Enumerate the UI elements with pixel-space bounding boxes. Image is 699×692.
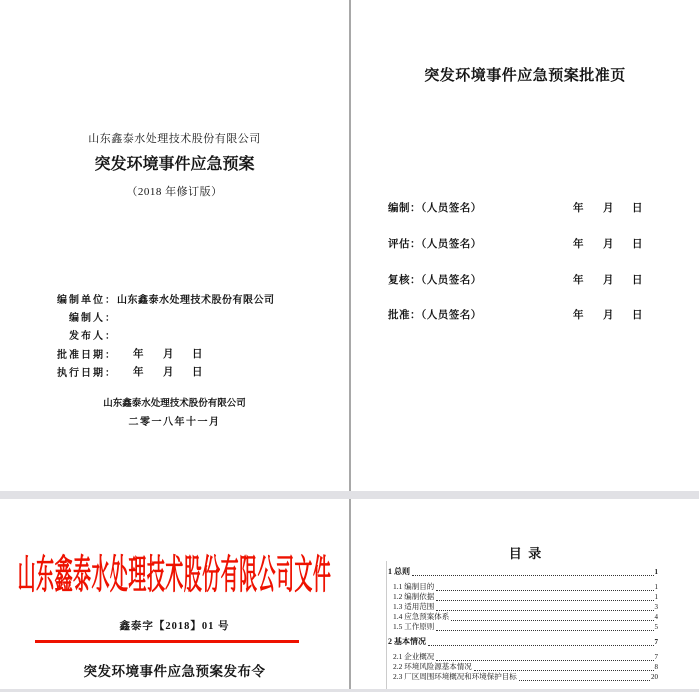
field-author (69, 309, 117, 324)
toc-entry-page: 5 (654, 623, 658, 631)
approval-row-review (351, 272, 699, 286)
page-approval (351, 0, 699, 491)
toc-dot-leader (436, 660, 653, 661)
toc-title: 目 录 (508, 546, 542, 561)
toc-entry-text: 1.1 编制目的 (393, 582, 435, 591)
day-label: 日 (632, 203, 643, 214)
year-label: 年 (573, 310, 584, 321)
approval-page-title: 突发环境事件应急预案批准页 (424, 67, 626, 84)
day-label: 日 (632, 310, 643, 321)
toc-entry-text: 1.3 适用范围 (393, 602, 435, 611)
toc-list (388, 565, 658, 682)
toc-dot-leader (436, 600, 653, 601)
toc-entry-page: 7 (654, 638, 658, 646)
approve-month-label: 月 (163, 349, 174, 360)
field-publisher-label: 发布人： (69, 331, 117, 342)
field-execute-date (57, 364, 117, 379)
toc-dot-leader (412, 575, 654, 576)
release-order-title: 突发环境事件应急预案发布令 (83, 664, 266, 679)
cover-company-name: 山东鑫泰水处理技术股份有限公司 (88, 133, 261, 145)
toc-dot-leader (451, 620, 653, 621)
page-toc (351, 499, 699, 689)
execute-day-label: 日 (192, 367, 203, 378)
day-label: 日 (632, 239, 643, 250)
toc-entry-page: 3 (654, 603, 658, 611)
redhead-divider-line (35, 640, 299, 643)
approve-year-label: 年 (133, 349, 144, 360)
year-label: 年 (573, 275, 584, 286)
year-label: 年 (573, 239, 584, 250)
approval-row-approve (351, 307, 699, 321)
toc-entry (388, 672, 658, 682)
toc-entry-text: 1.2 编制依据 (393, 592, 435, 601)
cover-title: 突发环境事件应急预案 (94, 156, 255, 173)
cover-footer-date: 二零一八年十一月 (128, 417, 221, 428)
field-execute-date-label: 执行日期： (57, 368, 117, 379)
toc-entry-page: 8 (654, 663, 658, 671)
toc-entry (388, 637, 658, 647)
toc-entry (388, 567, 658, 577)
redhead-company-title: 山东鑫泰水处理技术股份有限公司文件 (17, 552, 332, 597)
field-publisher (69, 327, 117, 342)
document-number: 鑫泰字【2018】01 号 (119, 621, 230, 632)
approval-row-compile-label: 编制：（人员签名） (388, 203, 482, 214)
toc-entry (388, 622, 658, 632)
toc-entry-page: 1 (654, 583, 658, 591)
toc-dot-leader (474, 670, 654, 671)
approval-row-review-label: 复核：（人员签名） (388, 275, 482, 286)
toc-dot-leader (428, 645, 654, 646)
toc-entry (388, 652, 658, 662)
field-approve-date-label: 批准日期： (57, 350, 117, 361)
approval-row-approve-label: 批准：（人员签名） (388, 310, 482, 321)
page-gap-horizontal (0, 491, 699, 499)
execute-year-label: 年 (133, 367, 144, 378)
cover-edition: （2018 年修订版） (126, 186, 223, 198)
toc-entry (388, 612, 658, 622)
redhead-title-wrap (0, 543, 349, 600)
month-label: 月 (603, 275, 614, 286)
toc-entry (388, 582, 658, 592)
toc-entry-page: 1 (654, 568, 658, 576)
day-label: 日 (632, 275, 643, 286)
toc-entry-text: 2.2 环境风险源基本情况 (393, 662, 472, 671)
page-release-order (0, 499, 349, 689)
toc-entry-page: 1 (654, 593, 658, 601)
field-compile-unit (57, 291, 275, 306)
approve-day-label: 日 (192, 349, 203, 360)
toc-entry-text: 1.4 应急预案体系 (393, 612, 450, 621)
page-gap-vertical (349, 0, 351, 692)
toc-entry-text: 2 基本情况 (388, 637, 426, 646)
toc-entry (388, 592, 658, 602)
toc-left-border (386, 561, 387, 689)
toc-entry-page: 20 (651, 673, 658, 681)
field-compile-unit-value: 山东鑫泰水处理技术股份有限公司 (117, 295, 275, 306)
toc-entry-page: 7 (654, 653, 658, 661)
page-cover (0, 0, 349, 491)
month-label: 月 (603, 203, 614, 214)
approval-row-compile (351, 200, 699, 214)
execute-month-label: 月 (163, 367, 174, 378)
field-author-label: 编制人： (69, 313, 117, 324)
toc-dot-leader (436, 630, 653, 631)
toc-dot-leader (519, 680, 650, 681)
month-label: 月 (603, 239, 614, 250)
field-approve-date (57, 346, 117, 361)
month-label: 月 (603, 310, 614, 321)
approval-row-evaluate-label: 评估：（人员签名） (388, 239, 482, 250)
toc-entry-text: 1.5 工作原则 (393, 622, 435, 631)
toc-entry (388, 602, 658, 612)
toc-entry-text: 2.1 企业概况 (393, 652, 435, 661)
field-compile-unit-label: 编制单位： (57, 295, 117, 306)
year-label: 年 (573, 203, 584, 214)
toc-entry-text: 1 总则 (388, 567, 410, 576)
approval-row-evaluate (351, 236, 699, 250)
toc-entry-text: 2.3 厂区周围环境概况和环境保护目标 (393, 672, 517, 681)
cover-footer-company: 山东鑫泰水处理技术股份有限公司 (103, 399, 246, 409)
toc-entry-page: 4 (654, 613, 658, 621)
toc-entry (388, 662, 658, 672)
toc-dot-leader (436, 610, 653, 611)
toc-dot-leader (436, 590, 653, 591)
